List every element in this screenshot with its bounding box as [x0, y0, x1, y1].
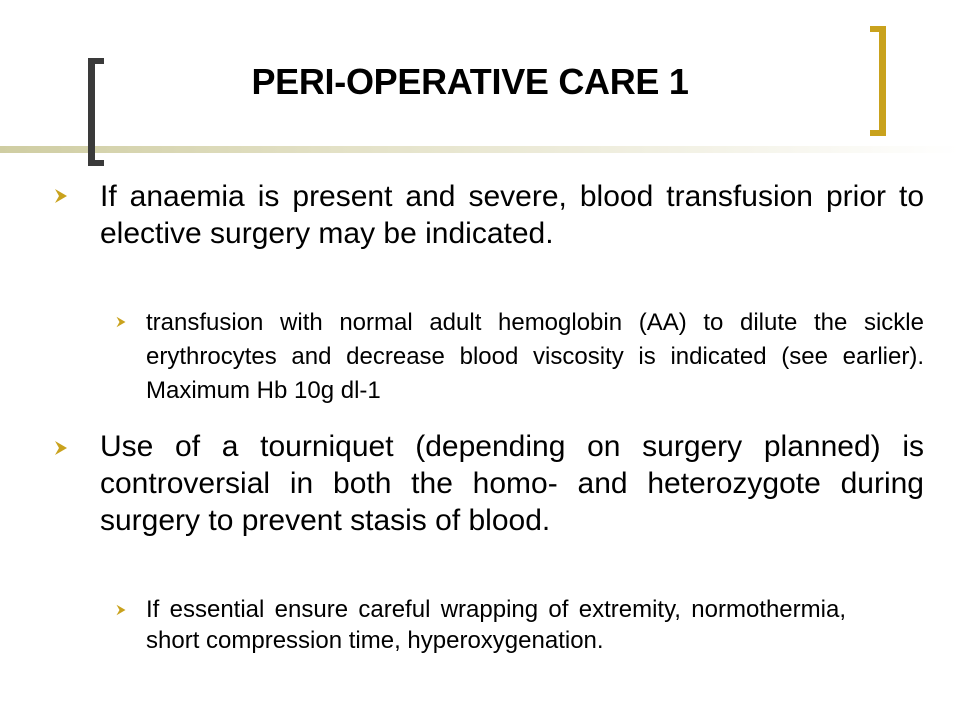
arrowhead-bullet-icon [115, 604, 127, 616]
right-bracket-decoration [870, 26, 886, 136]
title-underline-rule [0, 146, 960, 153]
arrowhead-bullet-icon [53, 440, 69, 456]
sub-bullet-item: transfusion with normal adult hemoglobin (AA) to dilute the sickle erythrocytes and decrease blood viscosity is indicated (see earlier). Maximum Hb 10g dl-1 [146, 309, 924, 404]
arrowhead-bullet-icon [53, 188, 69, 204]
left-bracket-decoration [88, 58, 104, 166]
arrowhead-bullet-icon [115, 316, 127, 328]
slide-title: PERI-OPERATIVE CARE 1 [251, 61, 689, 102]
sub-bullet-item: If essential ensure careful wrapping of extremity, normothermia, short compression time, hyperoxygenation. [146, 596, 846, 654]
bullet-item: If anaemia is present and severe, blood transfusion prior to elective surgery may be indicated. [100, 180, 924, 250]
bullet-item: Use of a tourniquet (depending on surgery planned) is controversial in both the homo- and heterozygote during surgery to prevent stasis of blood. [100, 430, 924, 537]
